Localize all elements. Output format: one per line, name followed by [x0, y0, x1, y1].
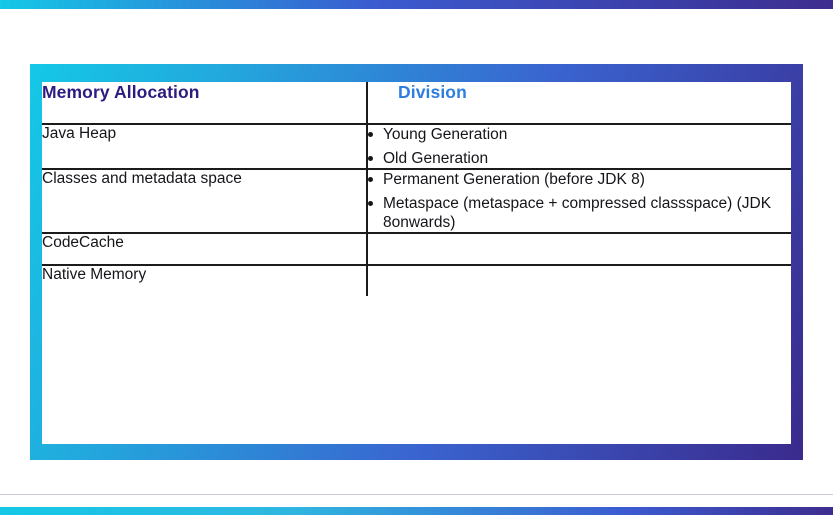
list-item: Permanent Generation (before JDK 8) — [368, 170, 791, 189]
empty-division-cell — [368, 234, 791, 264]
list-item: Young Generation — [368, 125, 791, 144]
bottom-accent-bar — [0, 507, 833, 515]
row-division-classes-metadata-space — [367, 169, 791, 233]
row-label-codecache: CodeCache — [42, 233, 367, 265]
row-label-java-heap: Java Heap — [42, 124, 367, 169]
column-header-memory-allocation — [42, 82, 367, 124]
table-row — [42, 169, 791, 233]
division-list — [368, 170, 791, 232]
row-division-codecache — [367, 233, 791, 265]
row-division-native-memory — [367, 265, 791, 296]
footer-divider — [0, 494, 833, 495]
list-item: Old Generation — [368, 149, 791, 168]
table-header-row — [42, 82, 791, 124]
table-row — [42, 124, 791, 169]
column-header-label: Division — [398, 82, 467, 102]
table-container — [42, 82, 791, 444]
column-header-division — [367, 82, 791, 124]
top-accent-bar — [0, 0, 833, 9]
empty-division-cell — [368, 266, 791, 296]
table-gradient-frame — [30, 64, 803, 460]
division-list — [368, 125, 791, 168]
row-label-native-memory: Native Memory — [42, 265, 367, 296]
memory-allocation-table — [42, 82, 791, 296]
row-division-java-heap — [367, 124, 791, 169]
table-row — [42, 233, 791, 265]
column-header-label: Memory Allocation — [42, 82, 200, 102]
table-row — [42, 265, 791, 296]
row-label-classes-metadata-space: Classes and metadata space — [42, 169, 367, 233]
list-item: Metaspace (metaspace + compressed classspace) (JDK 8onwards) — [368, 194, 791, 232]
